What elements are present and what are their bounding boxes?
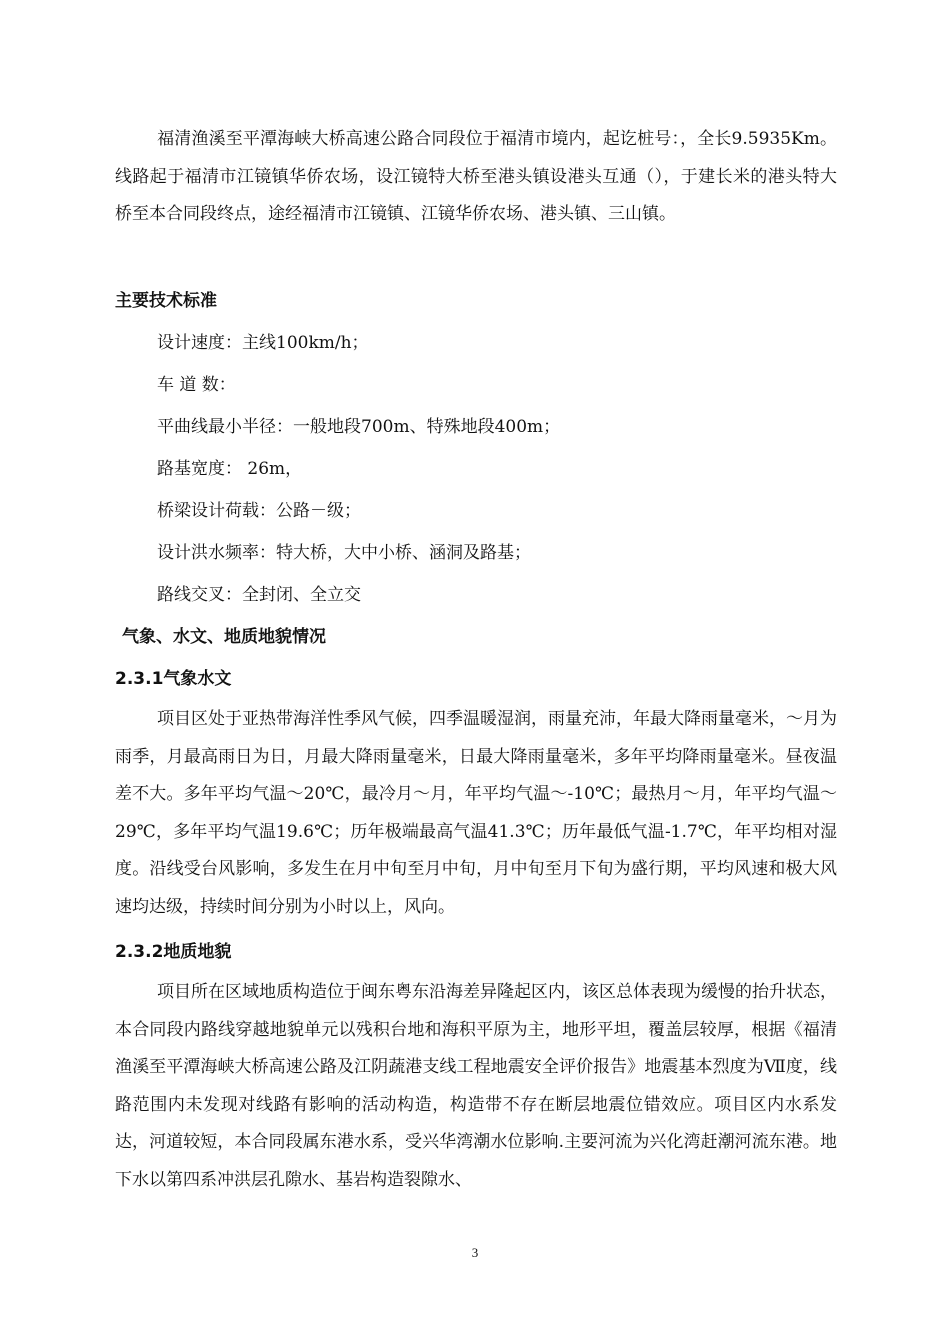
standard-curve-radius: 平曲线最小半径：一般地段700m、特殊地段400m； (157, 417, 561, 437)
standard-roadbed-width: 路基宽度： 26m， (157, 459, 303, 479)
subsection-climate-heading: 2.3.1气象水文 (115, 669, 232, 689)
climate-text: 项目区处于亚热带海洋性季风气候，四季温暖湿润，雨量充沛，年最大降雨量毫米，～月为雨季，月最高雨日为日，月最大降雨量毫米，日最大降雨量毫米，多年平均降雨量毫米。昼夜温差不大。多年平均气温～20℃，最冷月～月，年平均气温～-10℃；最热月～月，年平均气温～29℃，多年平均气温19.6℃；历年极端最高气温41.3℃；历年最低气温-1.7℃，年平均相对湿度。沿线受台风影响，多发生在月中旬至月中旬，月中旬至月下旬为盛行期，平均风速和极大风速均达级，持续时间分别为小时以上，风向。 (115, 709, 837, 917)
subsection-geology-heading: 2.3.2地质地貌 (115, 942, 232, 962)
geology-paragraph (115, 974, 837, 1199)
standard-design-speed: 设计速度：主线100km/h； (157, 333, 369, 353)
standard-flood-frequency: 设计洪水频率：特大桥，大中小桥、涵洞及路基； (157, 543, 531, 563)
standard-bridge-load: 桥梁设计荷载：公路－级； (157, 501, 361, 521)
standard-intersection: 路线交叉：全封闭、全立交 (157, 585, 361, 605)
climate-paragraph (115, 701, 837, 926)
section-heading: 气象、水文、地质地貌情况 (122, 627, 326, 647)
standard-lanes: 车 道 数： (157, 375, 236, 395)
intro-paragraph (115, 121, 837, 234)
geology-text: 项目所在区域地质构造位于闽东粤东沿海差异隆起区内，该区总体表现为缓慢的抬升状态，本合同段内路线穿越地貌单元以残积台地和海积平原为主，地形平坦，覆盖层较厚，根据《福清渔溪至平潭海峡大桥高速公路及江阴蔬港支线工程地震安全评价报告》地震基本烈度为Ⅶ度，线路范围内未发现对线路有影响的活动构造，构造带不存在断层地震位错效应。项目区内水系发达，河道较短，本合同段属东港水系，受兴华湾潮水位影响.主要河流为兴化湾赶潮河流东港。地下水以第四系冲洪层孔隙水、基岩构造裂隙水、 (115, 982, 837, 1190)
intro-text: 福清渔溪至平潭海峡大桥高速公路合同段位于福清市境内，起讫桩号：，全长9.5935Km。线路起于福清市江镜镇华侨农场，设江镜特大桥至港头镇设港头互通（），于建长米的港头特大桥至本合同段终点，途经福清市江镜镇、江镜华侨农场、港头镇、三山镇。 (115, 129, 837, 224)
tech-standards-heading: 主要技术标准 (115, 291, 217, 311)
page-number: 3 (471, 1245, 479, 1260)
